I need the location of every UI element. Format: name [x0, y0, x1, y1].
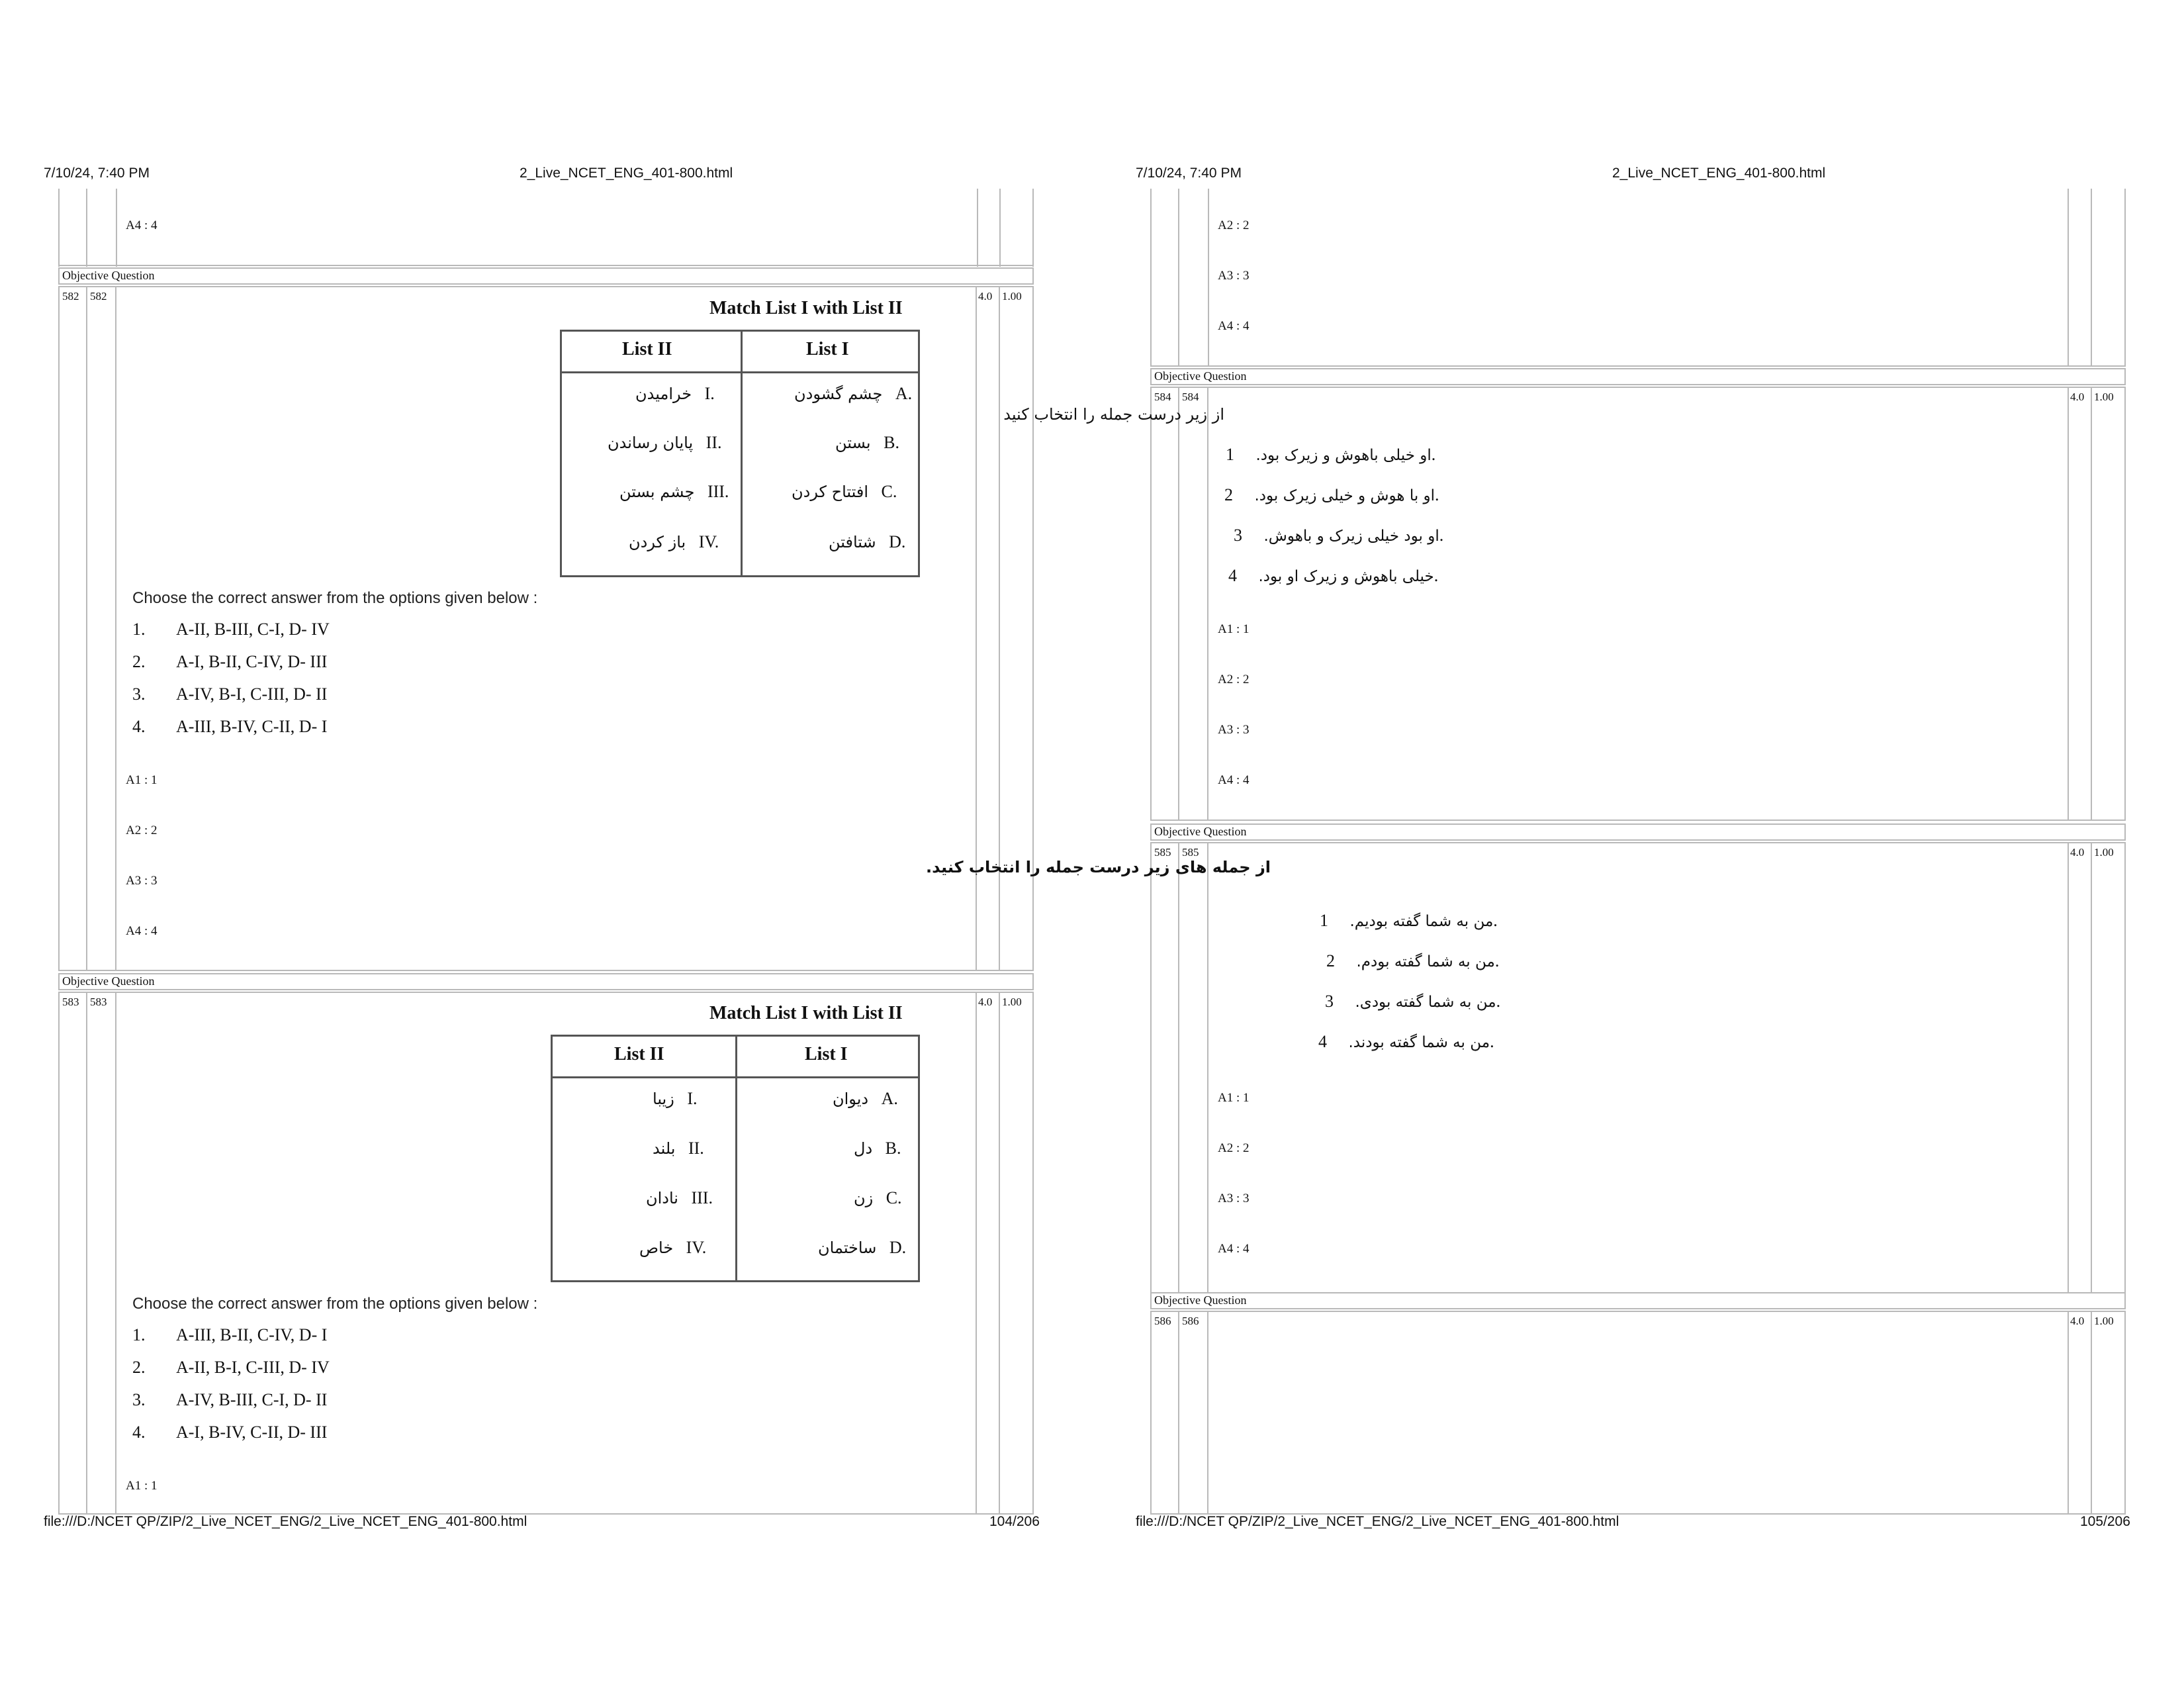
footer-path: file:///D:/NCET QP/ZIP/2_Live_NCET_ENG/2_Live_NCET_ENG_401-800.html — [1136, 1514, 1619, 1529]
answer-a2: A2 : 2 — [126, 823, 158, 837]
q582-qid: 582 — [90, 290, 107, 303]
q585-item[interactable]: من به شما گفته بودم. 2. — [1326, 951, 1500, 970]
footer-page-number: 104/206 — [989, 1514, 1040, 1529]
q583-instruction: Choose the correct answer from the options given below : — [132, 1295, 538, 1313]
q582-list1-item: چشم گشودن A. — [794, 384, 913, 403]
q585-qid: 585 — [1182, 846, 1199, 859]
q584-neg-cell — [2091, 387, 2126, 821]
q586-sno: 586 — [1154, 1315, 1171, 1327]
answer-a4: A4 : 4 — [1218, 1242, 1250, 1256]
q586-negative: 1.00 — [2094, 1315, 2114, 1327]
q586-marks-cell — [2068, 1311, 2092, 1515]
q583-list1-item: دیوان A. — [833, 1089, 898, 1108]
q585-marks: 4.0 — [2070, 846, 2085, 859]
q582-list2-item: پایان رساندن II. — [608, 433, 722, 452]
answer-a4: A4 : 4 — [1218, 773, 1250, 787]
q586-body — [1207, 1311, 2069, 1515]
q584-negative: 1.00 — [2094, 391, 2114, 403]
answer-a2: A2 : 2 — [1218, 673, 1250, 686]
q584-item[interactable]: او خیلی باهوش و زیرک بود. 1. — [1226, 445, 1436, 464]
header-title: 2_Live_NCET_ENG_401-800.html — [520, 165, 733, 181]
q586-sno-cell — [1150, 1311, 1179, 1515]
answer-a1: A1 : 1 — [126, 773, 158, 787]
q586-marks: 4.0 — [2070, 1315, 2085, 1327]
q582-title: Match List I with List II — [709, 298, 903, 318]
q584-item[interactable]: خیلی باهوش و زیرک او بود. 4. — [1228, 566, 1439, 585]
answer-a4: A4 : 4 — [126, 924, 158, 938]
q585-item[interactable]: من به شما گفته بودی. 3. — [1325, 992, 1501, 1011]
q584-marks-cell — [2068, 387, 2092, 821]
answer-a3: A3 : 3 — [1218, 1192, 1250, 1205]
q583-list1-item: زن C. — [854, 1188, 902, 1207]
q582-list2-header: List II — [622, 339, 672, 359]
objective-question-label: Objective Question — [58, 973, 1034, 990]
q582-marks: 4.0 — [978, 290, 993, 303]
answer-a3: A3 : 3 — [1218, 723, 1250, 737]
q585-qid-cell — [1178, 842, 1208, 1297]
objective-question-label: Objective Question — [1150, 823, 2126, 841]
q584-prompt: از زیر درست جمله را انتخاب کنید — [1003, 405, 1224, 424]
q582-list2-item: باز کردن IV. — [629, 532, 719, 551]
q583-list2-item: بلند II. — [653, 1139, 704, 1158]
q583-option[interactable]: 2. A-II, B-I, C-III, D- IV — [132, 1358, 330, 1377]
q583-sno: 583 — [62, 996, 79, 1008]
q583-title: Match List I with List II — [709, 1003, 903, 1023]
answer-a1: A1 : 1 — [1218, 622, 1250, 636]
answer-a4-prev: A4 : 4 — [126, 218, 158, 232]
q583-neg-cell — [999, 992, 1034, 1515]
q583-list1-item: ساختمان D. — [818, 1238, 907, 1257]
q585-sno-cell — [1150, 842, 1179, 1297]
q583-list2-item: خاص IV. — [639, 1238, 707, 1257]
q583-option[interactable]: 3. A-IV, B-III, C-I, D- II — [132, 1390, 328, 1409]
q585-negative: 1.00 — [2094, 846, 2114, 859]
q585-item[interactable]: من به شما گفته بودیم. 1. — [1320, 911, 1498, 930]
q584-item[interactable]: او با هوش و خیلی زیرک بود. 2. — [1224, 485, 1439, 504]
answer-a2: A2 : 2 — [1218, 1141, 1250, 1155]
q584-sno-cell — [1150, 387, 1179, 821]
objective-question-label: Objective Question — [1150, 1292, 2126, 1309]
q583-marks-cell — [976, 992, 1000, 1515]
q585-item[interactable]: من به شما گفته بودند. 4. — [1318, 1032, 1494, 1051]
q582-instruction: Choose the correct answer from the options given below : — [132, 589, 538, 607]
q582-list1-item: افتتاح کردن C. — [792, 482, 897, 501]
q582-list1-item: شتافتن D. — [829, 532, 906, 551]
q583-list1-item: دل B. — [854, 1139, 901, 1158]
q583-marks: 4.0 — [978, 996, 993, 1008]
objective-question-label: Objective Question — [58, 267, 1034, 285]
q582-sno-cell — [58, 286, 87, 971]
q583-list1-header: List I — [805, 1044, 848, 1064]
q585-sno: 585 — [1154, 846, 1171, 859]
q582-option[interactable]: 1. A-II, B-III, C-I, D- IV — [132, 620, 330, 639]
header-title: 2_Live_NCET_ENG_401-800.html — [1612, 165, 1826, 181]
q586-qid-cell — [1178, 1311, 1208, 1515]
q582-list2-item: چشم بستن III. — [619, 482, 729, 501]
header-datetime: 7/10/24, 7:40 PM — [44, 165, 150, 181]
q583-option[interactable]: 1. A-III, B-II, C-IV, D- I — [132, 1325, 328, 1344]
q585-prompt: از جمله های زیر درست جمله را انتخاب کنید. — [926, 858, 1271, 876]
q584-item[interactable]: او بود خیلی زیرک و باهوش. 3. — [1234, 526, 1444, 545]
objective-question-label: Objective Question — [1150, 368, 2126, 385]
q583-qid: 583 — [90, 996, 107, 1008]
q582-qid-cell — [86, 286, 116, 971]
footer-path: file:///D:/NCET QP/ZIP/2_Live_NCET_ENG/2_Live_NCET_ENG_401-800.html — [44, 1514, 527, 1529]
q582-option[interactable]: 2. A-I, B-II, C-IV, D- III — [132, 652, 328, 671]
header-datetime: 7/10/24, 7:40 PM — [1136, 165, 1242, 181]
q582-option[interactable]: 3. A-IV, B-I, C-III, D- II — [132, 684, 328, 704]
answer-a1: A1 : 1 — [126, 1479, 158, 1493]
q586-neg-cell — [2091, 1311, 2126, 1515]
q584-marks: 4.0 — [2070, 391, 2085, 403]
q582-sno: 582 — [62, 290, 79, 303]
answer-a3: A3 : 3 — [1218, 269, 1250, 283]
q582-option[interactable]: 4. A-III, B-IV, C-II, D- I — [132, 717, 328, 736]
q583-list2-item: زیبا I. — [653, 1089, 698, 1108]
answer-a4: A4 : 4 — [1218, 319, 1250, 333]
q582-list1-header: List I — [806, 339, 849, 359]
q584-qid: 584 — [1182, 391, 1199, 403]
q583-negative: 1.00 — [1002, 996, 1022, 1008]
q585-neg-cell — [2091, 842, 2126, 1297]
q585-marks-cell — [2068, 842, 2092, 1297]
q583-qid-cell — [86, 992, 116, 1515]
q583-sno-cell — [58, 992, 87, 1515]
q583-option[interactable]: 4. A-I, B-IV, C-II, D- III — [132, 1423, 328, 1442]
footer-page-number: 105/206 — [2080, 1514, 2130, 1529]
q582-list2-item: خرامیدن I. — [635, 384, 715, 403]
q582-negative: 1.00 — [1002, 290, 1022, 303]
q583-list2-header: List II — [614, 1044, 664, 1064]
answer-a1: A1 : 1 — [1218, 1091, 1250, 1105]
answer-a2: A2 : 2 — [1218, 218, 1250, 232]
q584-qid-cell — [1178, 387, 1208, 821]
q584-sno: 584 — [1154, 391, 1171, 403]
q583-list2-item: نادان III. — [646, 1188, 713, 1207]
answer-a3: A3 : 3 — [126, 874, 158, 888]
q586-qid: 586 — [1182, 1315, 1199, 1327]
q582-list1-item: بستن B. — [835, 433, 899, 452]
